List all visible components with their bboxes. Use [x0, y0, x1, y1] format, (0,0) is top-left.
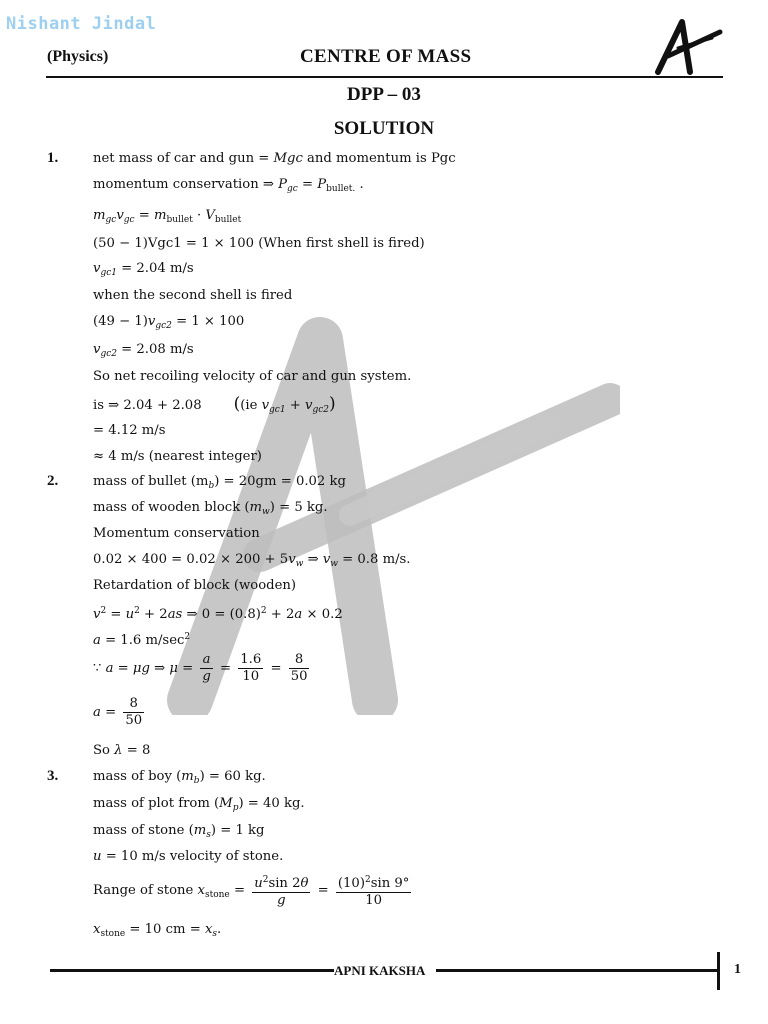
q1-line: ≈ 4 m/s (nearest integer) [93, 449, 262, 464]
watermark-name: Nishant Jindal [6, 14, 157, 34]
q1-line: net mass of car and gun = Mgc and momentum is Pgc [93, 151, 456, 166]
chapter-title: CENTRE OF MASS [300, 46, 472, 67]
q1-line: So net recoiling velocity of car and gun system. [93, 369, 412, 384]
question-number-3: 3. [47, 768, 59, 784]
subject-label: (Physics) [47, 48, 109, 65]
header-divider [46, 76, 723, 78]
q1-line: $v_{gc2} = 2.08$ m/s [93, 342, 194, 359]
q3-line: $x_{stone} = 10$ cm = $x_s$. [93, 922, 222, 939]
brand-logo-icon [652, 18, 724, 76]
dpp-title: DPP – 03 [347, 84, 421, 105]
q1-line: $v_{gc1} = 2.04$ m/s [93, 261, 194, 278]
q3-line: mass of boy $(m_b) = 60$ kg. [93, 769, 266, 786]
q1-line: momentum conservation ⇒ $P_{gc} = P_{bullet.}$ . [93, 177, 364, 194]
q3-line: mass of stone $(m_s) = 1$ kg [93, 823, 265, 840]
q2-line: $0.02 \times 400 = 0.02 \times 200 + 5v_w$ ⇒ $v_w = 0.8$ m/s. [93, 552, 411, 569]
q1-line: when the second shell is fired [93, 288, 293, 303]
footer-brand: APNI KAKSHA [334, 963, 426, 978]
q1-line: is ⇒ 2.04 + 2.08 ((ie $v_{gc1} + v_{gc2}$) [93, 394, 336, 415]
q2-line: Retardation of block (wooden) [93, 578, 297, 593]
q3-line: u = 10 m/s velocity of stone. [93, 849, 284, 864]
q2-line: a = $\frac{8}{50}$ [93, 696, 143, 728]
question-number-1: 1. [47, 150, 59, 166]
q3-line: mass of plot from $(M_p) = 40$ kg. [93, 796, 305, 813]
q3-line: Range of stone $x_{stone}$ = $\frac{u^2\sin 2\theta}{g}$ = $\frac{(10)^2\sin 9^\circ}{10}$ [93, 872, 414, 909]
solution-title: SOLUTION [333, 118, 435, 139]
q2-line: $v^2 = u^2 + 2as$ ⇒ $0 = (0.8)^2 + 2a \times 0.2$ [93, 606, 343, 622]
q1-line: $(49 - 1)v_{gc2} = 1 \times 100$ [93, 314, 245, 331]
q2-line: ∵ a = μg ⇒ μ = $\frac{a}{g}$ = $\frac{1.6}{10}$ = $\frac{8}{50}$ [93, 652, 308, 684]
q2-line: mass of wooden block $(m_w) = 5$ kg. [93, 500, 328, 517]
q2-line: a = 1.6 $m/\sec^2$ [93, 632, 191, 648]
q1-line: (50 − 1)Vgc1 = 1 × 100 (When first shell is fired) [93, 236, 425, 251]
q1-line: $m_{gc}v_{gc} = m_{bullet} \cdot V_{bullet}$ [93, 208, 242, 225]
q1-line: = 4.12 m/s [93, 423, 166, 438]
page-number: 1 [734, 962, 741, 977]
footer-vertical-bar [717, 952, 720, 990]
q2-line: mass of bullet $(m_b) = 20gm = 0.02$ kg [93, 474, 346, 491]
footer-line-left [50, 969, 334, 972]
question-number-2: 2. [47, 473, 59, 489]
q2-line: So λ = 8 [93, 743, 151, 758]
q2-line: Momentum conservation [93, 526, 260, 541]
footer-line-right [436, 969, 718, 972]
